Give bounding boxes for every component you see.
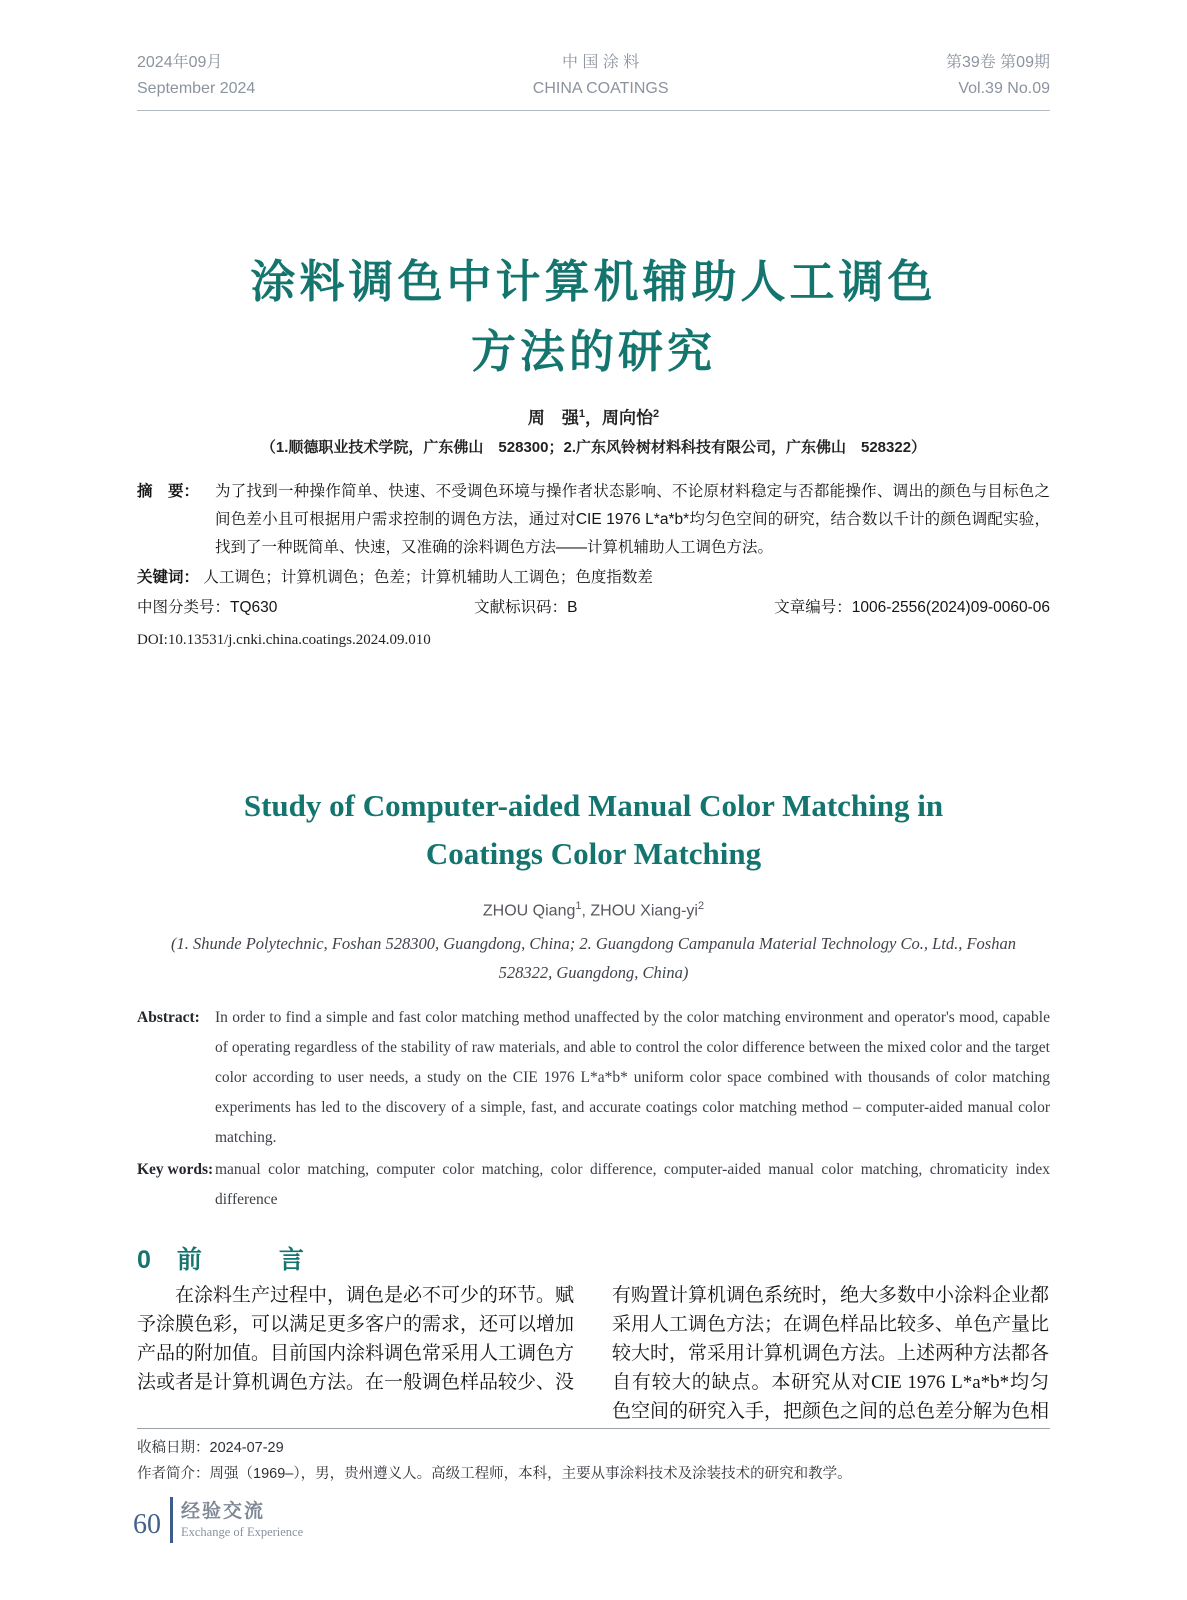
affiliation-en xyxy=(137,929,1050,987)
keywords-cn-label: 关键词： xyxy=(137,568,200,586)
header-date-cn: 2024年09月 xyxy=(137,54,223,71)
article-title-en-line2: Coatings Color Matching xyxy=(425,835,762,871)
body-paragraph-right: 有购置计算机调色系统时，绝大多数中小涂料企业都采用人工调色方法；在调色样品比较多、单色产量比较大时，常采用计算机调色方法。上述两种方法都各自有较大的缺点。本研究从对CIE 1976 L*a*b*均匀色空间的研究入手，把颜色之间的总色差分解为色相 xyxy=(612,1284,1050,1422)
author-cn-1: 周 强 xyxy=(527,408,579,428)
article-number-value: 1006-2556(2024)09-0060-06 xyxy=(851,598,1050,616)
body-column-right xyxy=(612,1281,1049,1426)
abstract-cn-label: 摘 要： xyxy=(137,482,200,500)
article-title-cn-line1: 涂料调色中计算机辅助人工调色 xyxy=(250,256,937,307)
document-code xyxy=(474,594,577,622)
abstract-en-label: Abstract: xyxy=(137,1008,200,1026)
article-number-label: 文章编号： xyxy=(774,598,852,616)
classification-row xyxy=(137,594,1050,622)
header-date xyxy=(137,50,255,102)
section-title: 前 言 xyxy=(176,1245,330,1274)
header-journal-cn: 中 国 涂 料 xyxy=(561,54,640,71)
journal-header xyxy=(137,0,1050,111)
document-code-value: B xyxy=(567,598,578,616)
abstract-en xyxy=(137,1003,1050,1153)
body-column-left xyxy=(137,1281,574,1426)
keywords-en xyxy=(137,1155,1050,1215)
keywords-cn-text: 人工调色；计算机调色；色差；计算机辅助人工调色；色度指数差 xyxy=(203,568,653,586)
meta-en xyxy=(137,1003,1050,1215)
affiliation-cn: （1.顺德职业技术学院，广东佛山 528300；2.广东风铃树材料科技有限公司，广东佛山 528322） xyxy=(260,438,927,456)
author-cn-2-sup: 2 xyxy=(653,408,660,420)
footer-divider-bar xyxy=(170,1497,173,1543)
keywords-en-label: Key words: xyxy=(137,1160,214,1178)
affiliation-en-line2: 528322, Guangdong, China) xyxy=(498,962,689,982)
author-en-2-sup: 2 xyxy=(697,899,705,912)
affiliation-en-line1: (1. Shunde Polytechnic, Foshan 528300, Guangdong, China; 2. Guangdong Campanula Material Technology Co., Ltd., Foshan xyxy=(171,933,1016,953)
author-en-1-sup: 1 xyxy=(575,899,582,912)
author-cn-2: 周向怡 xyxy=(602,408,653,428)
received-date xyxy=(137,1435,1050,1461)
abstract-en-text: In order to find a simple and fast color matching method unaffected by the color matching environment and operator's mood, capable of operating regardless of the stability of raw materials, and able to control the color difference between the mixed color and the target color according to user needs, a study on the CIE 1976 L*a*b* uniform color space combined with thousands of color matching experiments has led to the discovery of a simple, fast, and accurate coatings color matching method – computer-aided manual color matching. xyxy=(215,1008,1050,1146)
document-code-label: 文献标识码： xyxy=(474,598,568,616)
clc-label: 中图分类号： xyxy=(137,598,231,616)
keywords-en-text: manual color matching, computer color matching, color difference, computer-aided manual color matching, chromaticity index difference xyxy=(215,1160,1050,1208)
header-date-en: September 2024 xyxy=(137,80,256,97)
author-cn-separator: ， xyxy=(585,408,602,428)
author-bio-value: 周强（1969–），男，贵州遵义人。高级工程师，本科，主要从事涂料技术及涂装技术的研究和教学。 xyxy=(209,1465,852,1482)
header-issue-cn: 第39卷 第09期 xyxy=(945,54,1050,71)
page-footer xyxy=(133,1497,303,1543)
author-bio xyxy=(137,1461,1050,1487)
header-journal-en: CHINA COATINGS xyxy=(532,80,669,97)
received-date-label: 收稿日期： xyxy=(137,1439,210,1456)
header-issue-en: Vol.39 No.09 xyxy=(958,80,1050,97)
footer-column-name xyxy=(181,1500,303,1540)
body-columns xyxy=(137,1281,1050,1426)
header-issue xyxy=(946,50,1050,102)
received-date-value: 2024-07-29 xyxy=(209,1439,284,1456)
article-title-cn xyxy=(137,247,1050,387)
authors-en xyxy=(137,894,1050,923)
article-title-cn-line2: 方法的研究 xyxy=(470,326,716,377)
article-title-en-line1: Study of Computer-aided Manual Color Matching in xyxy=(243,787,944,823)
author-en-separator: , xyxy=(581,901,591,919)
authors-cn xyxy=(137,401,1050,432)
footer-column-cn: 经验交流 xyxy=(181,1501,266,1522)
abstract-cn xyxy=(137,478,1050,562)
author-en-2: ZHOU Xiang-yi xyxy=(590,901,698,919)
keywords-cn xyxy=(137,564,1050,592)
footer-column-en: Exchange of Experience xyxy=(181,1525,304,1539)
clc-number xyxy=(137,594,277,622)
article-number xyxy=(774,594,1050,622)
header-journal xyxy=(533,50,669,102)
page-number: 60 xyxy=(133,1509,161,1540)
abstract-cn-text: 为了找到一种操作简单、快速、不受调色环境与操作者状态影响、不论原材料稳定与否都能操作、调出的颜色与目标色之间色差小且可根据用户需求控制的调色方法，通过对CIE 1976 L*a*b*均匀色空间的研究，结合数以千计的颜色调配实验，找到了一种既简单、快速，又准确的涂料调色方法——计算机辅助人工调色方法。 xyxy=(215,482,1050,556)
body-paragraph-left: 在涂料生产过程中，调色是必不可少的环节。赋予涂膜色彩，可以满足更多客户的需求，还可以增加产品的附加值。目前国内涂料调色常采用人工调色方法或者是计算机调色方法。在一般调色样品较少、没 xyxy=(137,1284,575,1393)
author-en-1: ZHOU Qiang xyxy=(482,901,576,919)
article-title-en xyxy=(137,782,1050,878)
footnotes xyxy=(137,1428,1050,1487)
author-bio-label: 作者简介： xyxy=(137,1465,210,1482)
section-number: 0 xyxy=(137,1245,151,1274)
section-heading xyxy=(137,1243,1050,1277)
clc-value: TQ630 xyxy=(230,598,278,616)
doi: DOI:10.13531/j.cnki.china.coatings.2024.09.010 xyxy=(137,631,431,648)
author-cn-1-sup: 1 xyxy=(578,408,585,420)
meta-cn xyxy=(137,478,1050,654)
